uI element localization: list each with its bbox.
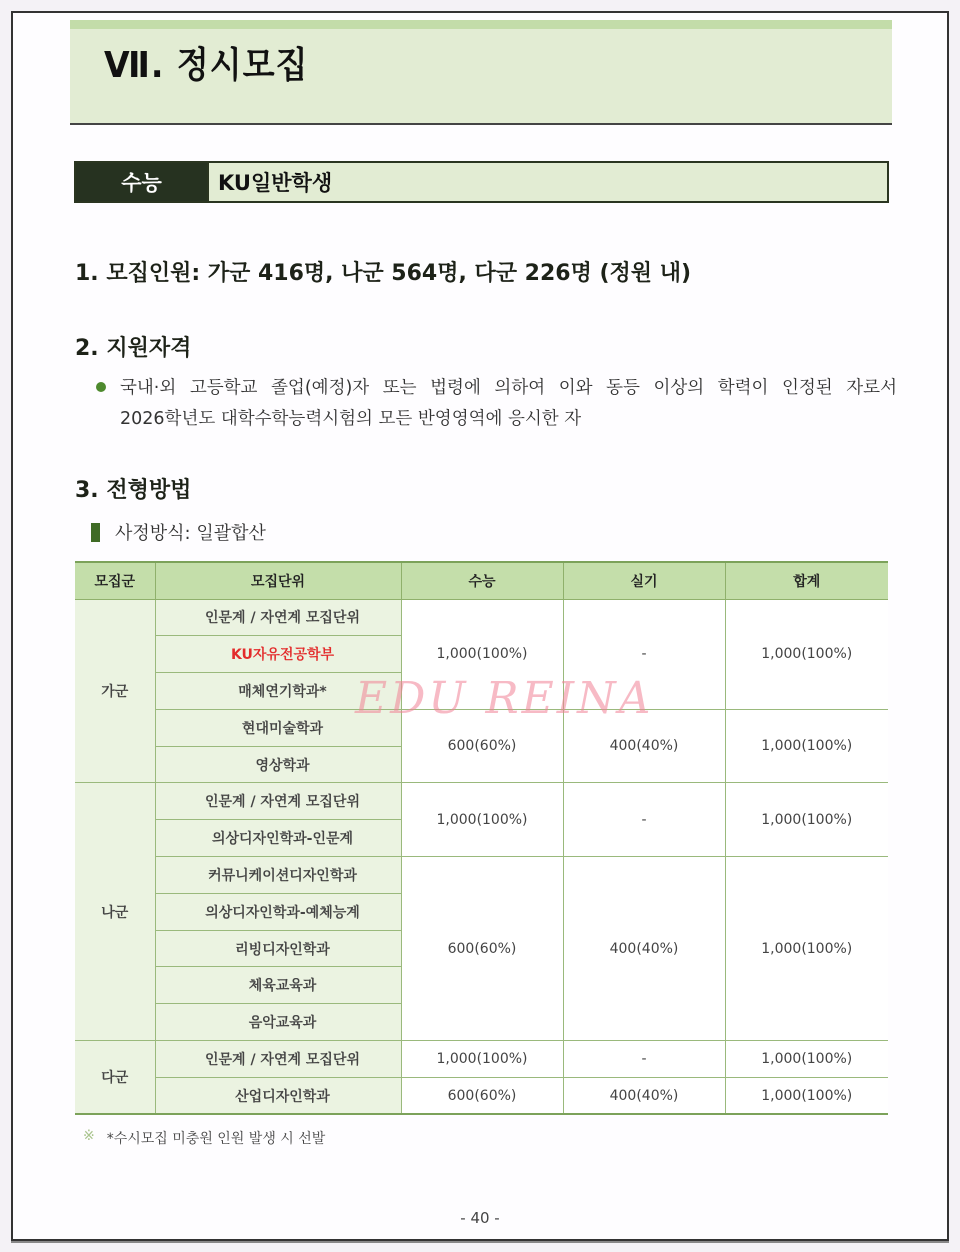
unit-cell: 인문계 / 자연계 모집단위 (155, 783, 401, 820)
col-header-suneung: 수능 (401, 562, 563, 599)
unit-cell: 매체연기학과* (155, 673, 401, 710)
unit-cell: 인문계 / 자연계 모집단위 (155, 599, 401, 636)
table-row (75, 709, 888, 746)
suneung-cell: 600(60%) (401, 1077, 563, 1114)
eligibility-text-line1: 국내·외 고등학교 졸업(예정)자 또는 법령에 의하여 이와 동등 이상의 학력이 인정된 자로서 (120, 378, 897, 398)
eligibility-heading: 2. 지원자격 (75, 336, 192, 361)
footnote-text: *수시모집 미충원 인원 발생 시 선발 (106, 1131, 326, 1147)
suneung-cell: 600(60%) (401, 857, 563, 1041)
practical-cell: 400(40%) (563, 1077, 725, 1114)
unit-cell: 음악교육과 (155, 1004, 401, 1041)
document-page (11, 11, 949, 1241)
table-header-row (75, 562, 888, 599)
total-cell: 1,000(100%) (725, 599, 888, 709)
section-title: Ⅶ. 정시모집 (104, 45, 309, 86)
admission-type-name: KU일반학생 (207, 163, 887, 201)
admission-type-bar (74, 161, 889, 203)
unit-cell: 인문계 / 자연계 모집단위 (155, 1041, 401, 1078)
unit-cell: 영상학과 (155, 746, 401, 783)
eligibility-item (97, 373, 897, 435)
unit-cell: 의상디자인학과-인문계 (155, 820, 401, 857)
suneung-cell: 1,000(100%) (401, 599, 563, 709)
selection-table (75, 561, 888, 1115)
watermark: EDU REINA (355, 673, 654, 724)
suneung-cell: 1,000(100%) (401, 783, 563, 857)
total-cell: 1,000(100%) (725, 709, 888, 783)
quota-heading: 1. 모집인원: 가군 416명, 나군 564명, 다군 226명 (정원 내) (75, 261, 692, 286)
eligibility-text-line2: 2026학년도 대학수학능력시험의 모든 반영영역에 응시한 자 (120, 409, 582, 429)
method-subheading (91, 519, 266, 545)
table-row (75, 783, 888, 820)
practical-cell: 400(40%) (563, 709, 725, 783)
group-cell: 다군 (75, 1041, 155, 1115)
practical-cell: - (563, 783, 725, 857)
total-cell: 1,000(100%) (725, 783, 888, 857)
col-header-unit: 모집단위 (155, 562, 401, 599)
practical-cell: 400(40%) (563, 857, 725, 1041)
reference-mark-icon: ※ (83, 1128, 95, 1144)
unit-cell: 의상디자인학과-예체능계 (155, 893, 401, 930)
page-number: - 40 - (460, 1209, 500, 1227)
col-header-practical: 실기 (563, 562, 725, 599)
table-row (75, 857, 888, 894)
col-header-total: 합계 (725, 562, 888, 599)
bullet-icon (96, 382, 106, 392)
table-row (75, 599, 888, 636)
unit-cell: 리빙디자인학과 (155, 930, 401, 967)
method-heading: 3. 전형방법 (75, 478, 192, 503)
group-cell: 가군 (75, 599, 155, 783)
unit-cell: 체육교육과 (155, 967, 401, 1004)
unit-cell: 커뮤니케이션디자인학과 (155, 857, 401, 894)
suneung-cell: 600(60%) (401, 709, 563, 783)
practical-cell: - (563, 1041, 725, 1078)
unit-cell: 현대미술학과 (155, 709, 401, 746)
suneung-cell: 1,000(100%) (401, 1041, 563, 1078)
unit-cell-highlight: KU자유전공학부 (155, 636, 401, 673)
admission-type-tag: 수능 (76, 163, 207, 201)
practical-cell: - (563, 599, 725, 709)
total-cell: 1,000(100%) (725, 1041, 888, 1078)
total-cell: 1,000(100%) (725, 1077, 888, 1114)
unit-cell: 산업디자인학과 (155, 1077, 401, 1114)
footnote (83, 1128, 325, 1148)
table-row (75, 1077, 888, 1114)
col-header-group: 모집군 (75, 562, 155, 599)
table-row (75, 1041, 888, 1078)
group-cell: 나군 (75, 783, 155, 1041)
square-bullet-icon (91, 523, 100, 542)
method-subheading-text: 사정방식: 일괄합산 (115, 523, 266, 544)
section-title-band (70, 20, 892, 125)
total-cell: 1,000(100%) (725, 857, 888, 1041)
